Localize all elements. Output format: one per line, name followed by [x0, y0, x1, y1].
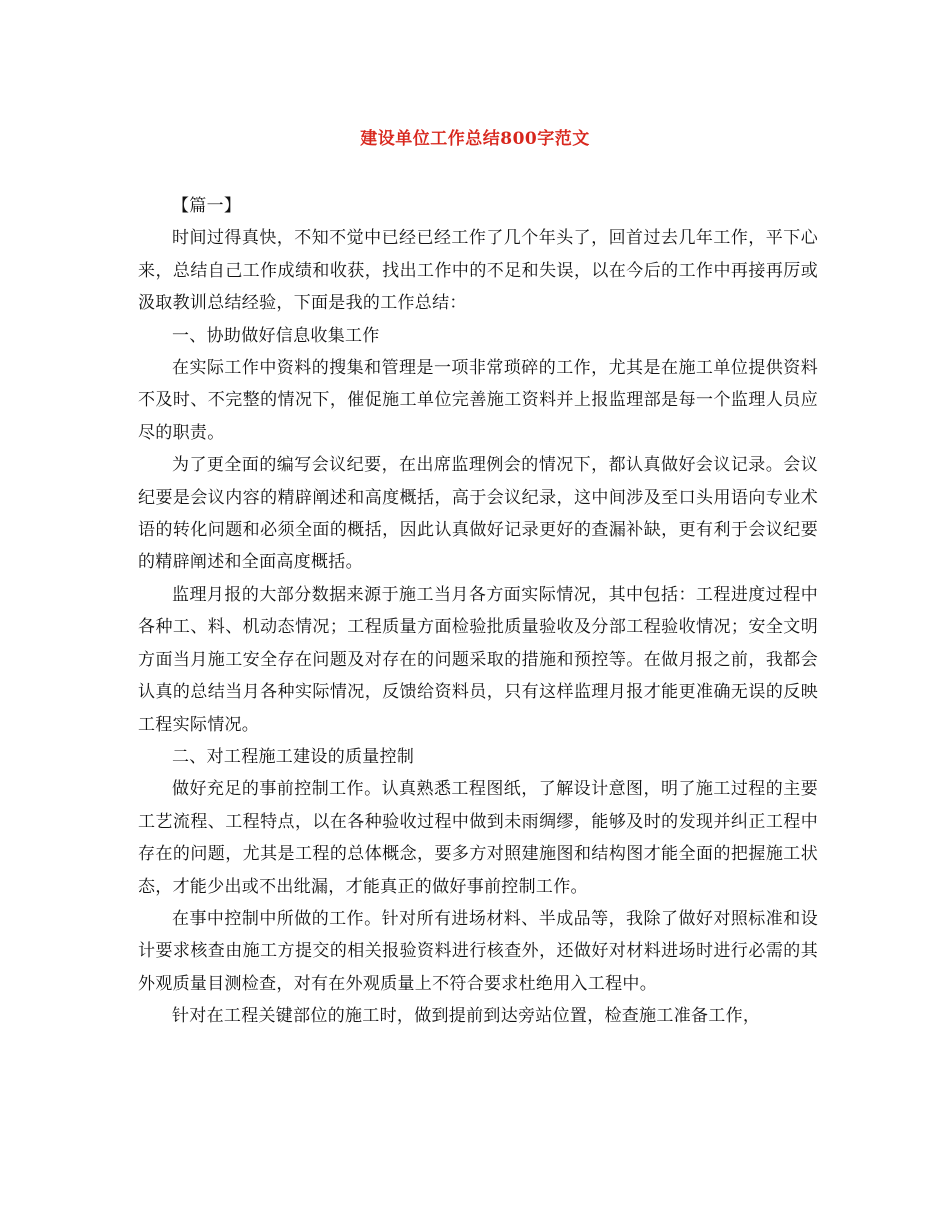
paragraph: 针对在工程关键部位的施工时，做到提前到达旁站位置，检查施工准备工作，: [172, 1006, 761, 1027]
paragraph: 在事中控制中所做的工作。针对所有进场材料、半成品等，我除了做好对照标准和设计要求核查由施工方提交的相关报验资料进行核查外，还做好对材料进场时进行必需的其外观质量目测检查，对有在外观质量上不符合要求杜绝用入工程中。: [138, 908, 818, 994]
section-heading: 一、协助做好信息收集工作: [172, 325, 380, 346]
paragraph: 为了更全面的编写会议纪要，在出席监理例会的情况下，都认真做好会议记录。会议纪要是会议内容的精辟阐述和高度概括，高于会议纪录，这中间涉及至口头用语向专业术语的转化问题和必须全面的概括，因此认真做好记录更好的查漏补缺，更有利于会议纪要的精辟阐述和全面高度概括。: [138, 455, 818, 573]
section-label: 【篇一】: [172, 196, 242, 216]
section-heading: 二、对工程施工建设的质量控制: [172, 746, 415, 767]
paragraph: 监理月报的大部分数据来源于施工当月各方面实际情况，其中包括：工程进度过程中各种工、料、机动态情况；工程质量方面检验批质量验收及分部工程验收情况；安全文明方面当月施工安全存在问题及对存在的问题采取的措施和预控等。在做月报之前，我都会认真的总结当月各种实际情况，反馈给资料员，只有这样监理月报才能更准确无误的反映工程实际情况。: [138, 584, 818, 735]
paragraph: 时间过得真快，不知不觉中已经已经工作了几个年头了，回首过去几年工作，平下心来，总结自己工作成绩和收获，找出工作中的不足和失误，以在今后的工作中再接再厉或汲取教训总结经验，下面是我的工作总结：: [138, 228, 818, 314]
document-title: 建设单位工作总结800字范文: [360, 129, 590, 149]
document-body: [138, 190, 818, 1033]
paragraph: 在实际工作中资料的搜集和管理是一项非常琐碎的工作，尤其是在施工单位提供资料不及时、不完整的情况下，催促施工单位完善施工资料并上报监理部是每一个监理人员应尽的职责。: [138, 358, 818, 443]
paragraph: 做好充足的事前控制工作。认真熟悉工程图纸，了解设计意图，明了施工过程的主要工艺流程、工程特点，以在各种验收过程中做到未雨绸缪，能够及时的发现并纠正工程中存在的问题，尤其是工程的总体概念，要多方对照建施图和结构图才能全面的把握施工状态，才能少出或不出纰漏，才能真正的做好事前控制工作。: [138, 779, 818, 897]
